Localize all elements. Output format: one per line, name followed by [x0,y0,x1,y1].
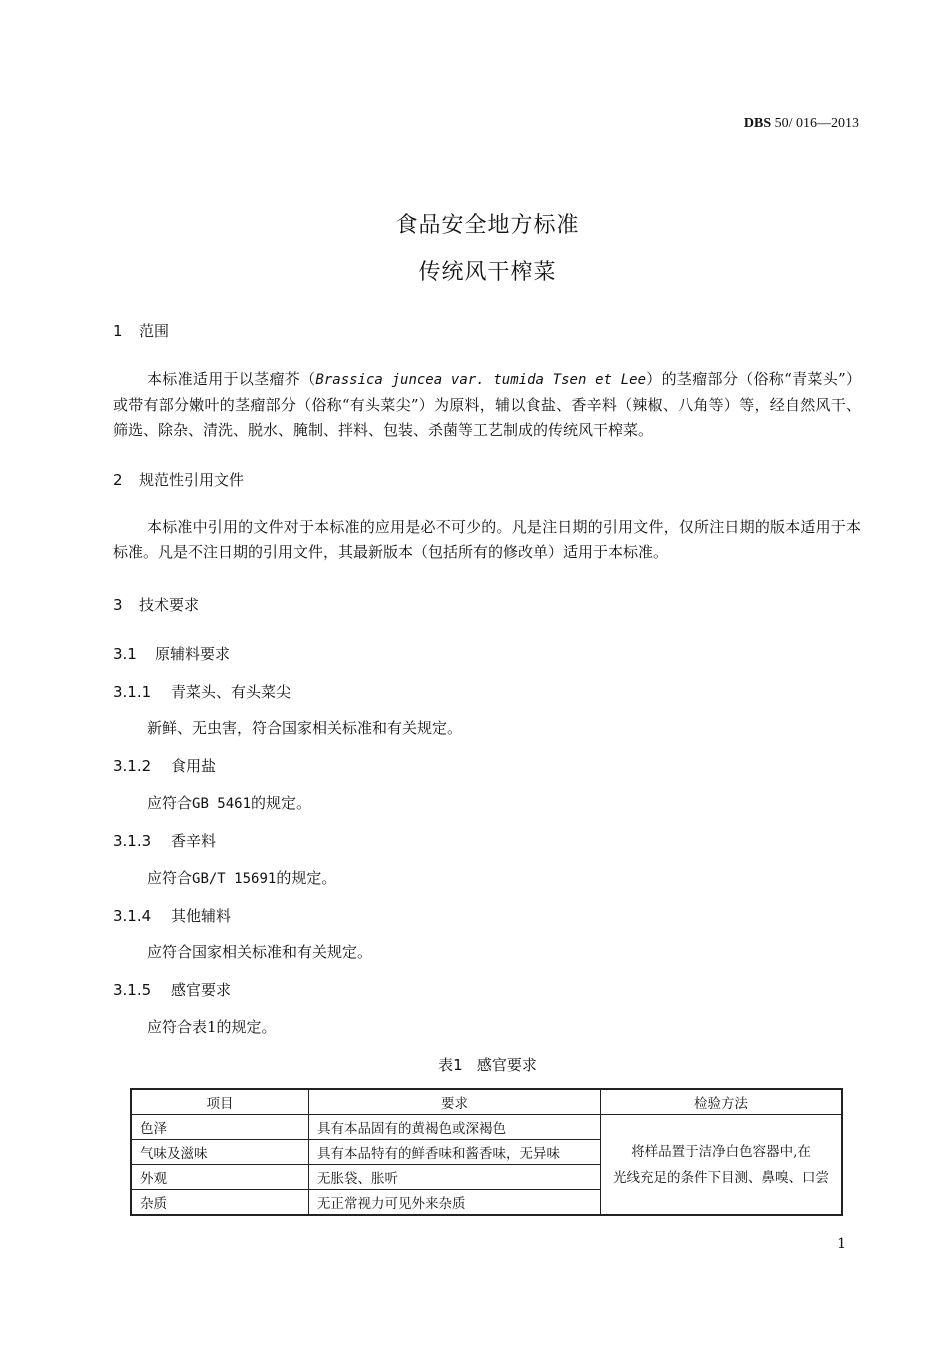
table-cell-requirement: 无胀袋、胀听 [309,1165,601,1190]
doc-title-line1: 食品安全地方标准 [395,213,580,238]
table-cell-item: 气味及滋味 [131,1140,309,1165]
table-header-requirement: 要求 [309,1089,601,1115]
section-2-paragraph: 本标准中引用的文件对于本标准的应用是必不可少的。凡是注日期的引用文件，仅所注日期的版本适用于本标准。凡是不注日期的引用文件，其最新版本（包括所有的修改单）适用于本标准。 [113,518,861,561]
table-cell-item: 色泽 [131,1115,309,1140]
sensory-table [130,1088,843,1216]
section-3-1-3-text: 应符合GB/T 15691的规定。 [147,869,337,887]
table-cell-method: 将样品置于洁净白色容器中,在 光线充足的条件下目测、鼻嗅、口尝 [601,1115,843,1216]
section-3-heading: 3 技术要求 [113,596,200,614]
page-number: 1 [837,1236,846,1252]
table-row [131,1115,842,1140]
table-1-caption: 表1 感官要求 [438,1056,537,1074]
table-cell-requirement: 具有本品固有的黄褐色或深褐色 [309,1115,601,1140]
table-cell-item: 杂质 [131,1190,309,1216]
section-1-heading: 1 范围 [113,322,170,340]
table-header-method: 检验方法 [601,1089,843,1115]
section-3-1-2-heading: 3.1.2 食用盐 [113,757,217,775]
table-cell-requirement: 无正常视力可见外来杂质 [309,1190,601,1216]
section-3-1-5-heading: 3.1.5 感官要求 [113,981,232,999]
section-2-heading: 2 规范性引用文件 [113,471,245,489]
section-3-1-4-text: 应符合国家相关标准和有关规定。 [147,943,373,961]
doc-title-line2: 传统风干榨菜 [418,260,557,285]
section-3-1-2-text: 应符合GB 5461的规定。 [147,794,312,812]
table-header-item: 项目 [131,1089,309,1115]
section-3-1-4-heading: 3.1.4 其他辅料 [113,907,232,925]
table-cell-item: 外观 [131,1165,309,1190]
section-3-1-3-heading: 3.1.3 香辛料 [113,832,217,850]
section-3-1-1-heading: 3.1.1 青菜头、有头菜尖 [113,683,292,701]
standard-code: DBS 50/ 016—2013 [743,116,859,131]
section-3-1-5-text: 应符合表1的规定。 [147,1018,277,1036]
section-1-paragraph: 本标准适用于以茎瘤芥（Brassica juncea var. tumida Tsen et Lee）的茎瘤部分（俗称“青菜头”）或带有部分嫩叶的茎瘤部分（俗称“有头菜尖”）为原料，辅以食盐、香辛料（辣椒、八角等）等，经自然风干、筛选、除杂、清洗、脱水、腌制、拌料、包装、杀菌等工艺制成的传统风干榨菜。 [113,370,861,439]
table-cell-requirement: 具有本品特有的鲜香味和酱香味，无异味 [309,1140,601,1165]
section-3-1-heading: 3.1 原辅料要求 [113,645,231,663]
section-3-1-1-text: 新鲜、无虫害，符合国家相关标准和有关规定。 [147,719,463,737]
table-header-row [131,1089,842,1115]
